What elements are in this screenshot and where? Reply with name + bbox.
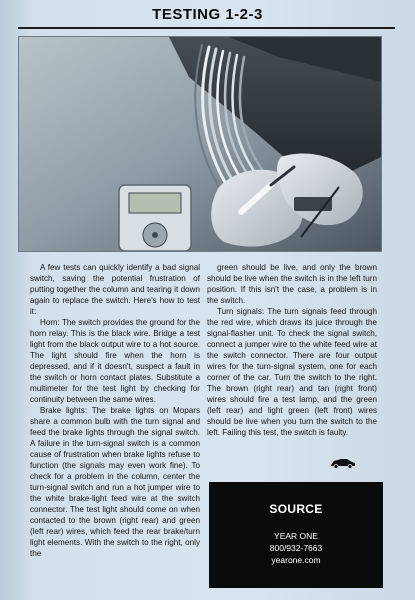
article-column-right <box>207 262 377 438</box>
source-box <box>209 482 383 588</box>
paragraph-brake-lights-continued: green should be live, and only the brown should be live when the switch is in the left turn position. If this isn't the case, a problem is in the switch. <box>207 263 377 305</box>
paragraph-intro: A few tests can quickly identify a bad signal switch, saving the potential frustration of putting together the column and tearing it down again to replace the switch. Here's how to test it: <box>30 263 200 316</box>
article-photo <box>18 36 382 252</box>
source-phone: 800/932-7663 <box>269 543 323 553</box>
source-heading: SOURCE <box>269 502 323 516</box>
paragraph-turn-signals: Turn signals: The turn signals feed through the red wire, which draws its juice through the signal-flasher unit. To check the signal switch, connect a jumper wire to the white feed wire at the switch connector. There are four output wires for the turn-signal system, one for each corner of the car. Turn the switch to the right. The brown (right rear) and tan (right front) wires should fire a test lamp, and the green (left rear) and light green (left front) wires should be live when you turn the switch to the left. Failing this test, the switch is faulty. <box>207 307 377 437</box>
paragraph-horn: Horn: The switch provides the ground for the horn relay. This is the black wire. Bridge a test light from the black output wire to a hot source. The light should fire when the horn is depressed, and if it doesn't, suspect a fault in the switch or horn contact plates. Substitute a multimeter for the test light by checking for continuity between the same wires. <box>30 318 200 404</box>
source-company: YEAR ONE <box>274 531 318 541</box>
source-website: yearone.com <box>271 555 321 565</box>
title-rule <box>18 27 395 29</box>
photo-illustration <box>19 37 381 251</box>
paragraph-brake-lights: Brake lights: The brake lights on Mopars share a common bulb with the turn signal and feed the brake lights through the signal switch. A failure in the turn-signal switch is a common cause of frustration when brake lights refuse to function (the signals may even work fine). To check for a problem in the column, center the turn-signal switch and run a hot jumper wire to the white brake-light feed wire at the switch connector. The test light should come on when contacted to the brown (right rear) and green (left rear) wires, which feed the rear brake/turn light elements. With the switch to the right, only the <box>30 406 200 558</box>
car-icon <box>330 457 356 469</box>
page-title: TESTING 1-2-3 <box>152 6 263 23</box>
article-column-left <box>30 262 200 559</box>
